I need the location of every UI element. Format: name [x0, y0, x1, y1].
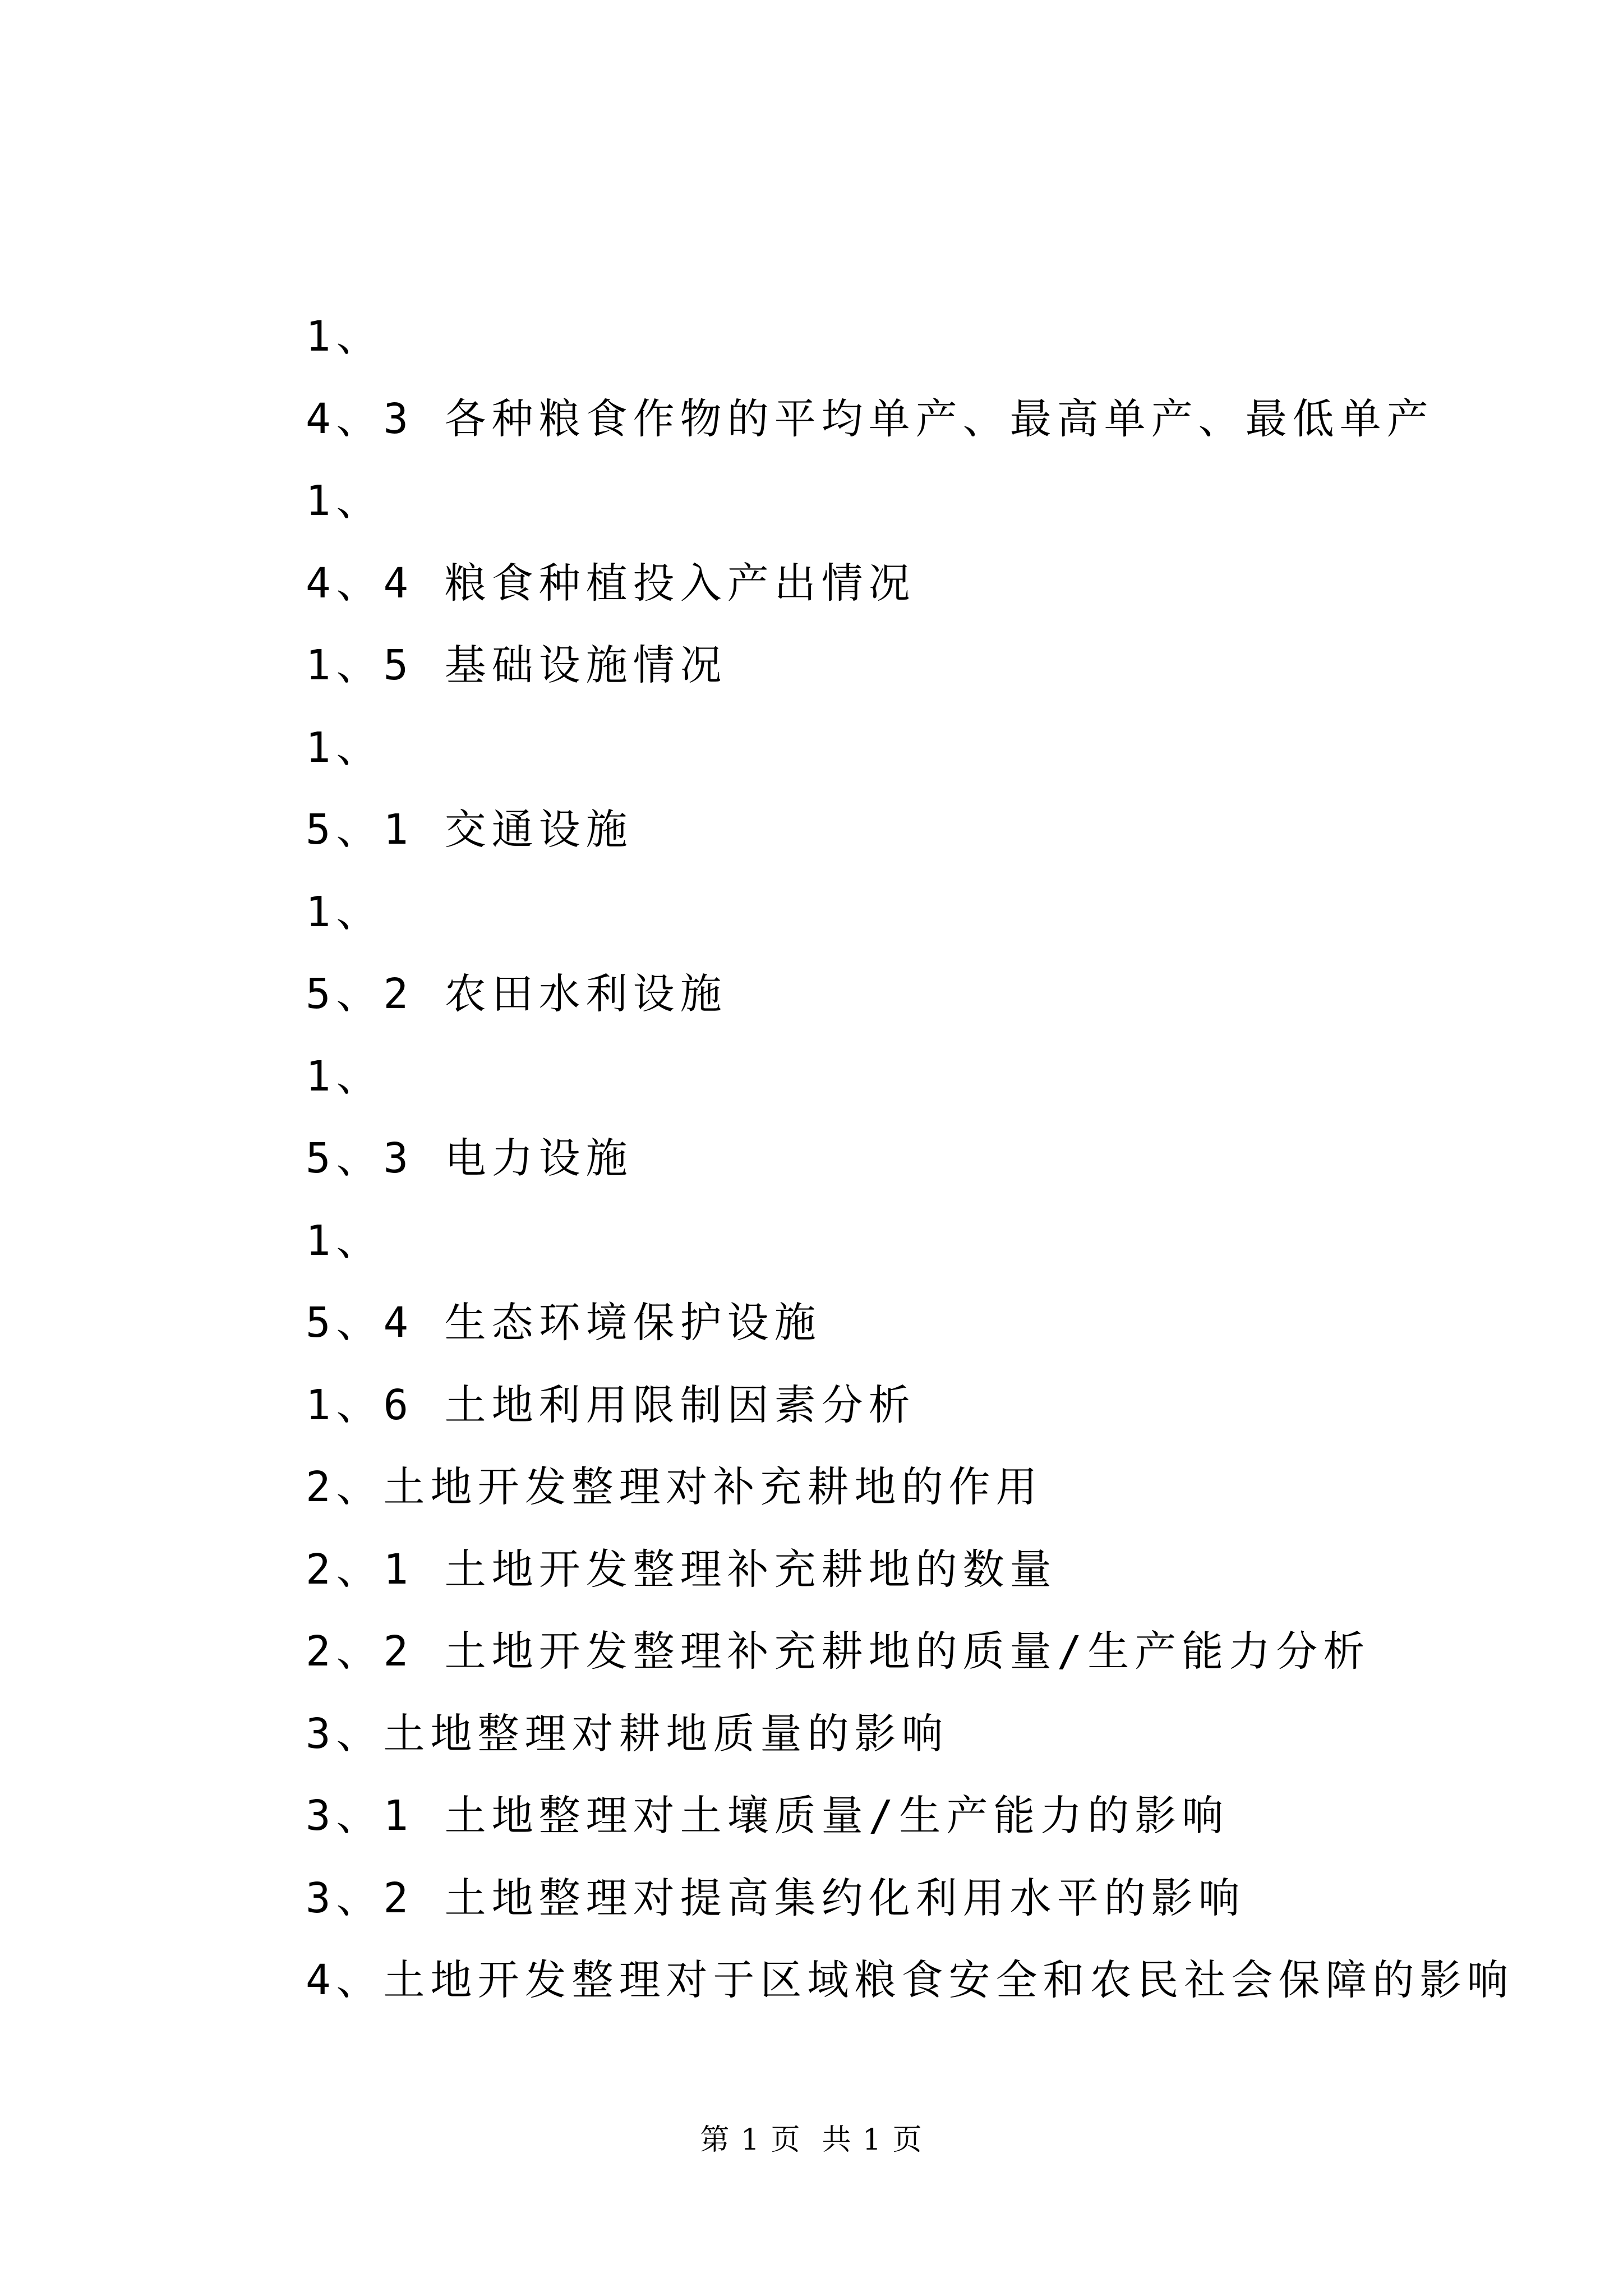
outline-line: 1、: [306, 477, 384, 525]
outline-line: 1、: [306, 1052, 384, 1101]
outline-line: 4、土地开发整理对于区域粮食安全和农民社会保障的影响: [306, 1956, 1514, 2004]
outline-line: 4、4 粮食种植投入产出情况: [306, 559, 916, 608]
outline-line: 1、6 土地利用限制因素分析: [306, 1381, 916, 1429]
outline-list: [306, 306, 1514, 2032]
outline-line: 2、1 土地开发整理补充耕地的数量: [306, 1545, 1057, 1594]
outline-line: 3、2 土地整理对提高集约化利用水平的影响: [306, 1874, 1246, 1922]
outline-line: 2、2 土地开发整理补充耕地的质量/生产能力分析: [306, 1627, 1371, 1676]
outline-line: 1、: [306, 1216, 384, 1265]
outline-line: 2、土地开发整理对补充耕地的作用: [306, 1463, 1043, 1511]
outline-line: 5、4 生态环境保护设施: [306, 1299, 822, 1347]
outline-line: 3、1 土地整理对土壤质量/生产能力的影响: [306, 1792, 1229, 1840]
outline-line: 3、土地整理对耕地质量的影响: [306, 1709, 949, 1758]
outline-line: 5、2 农田水利设施: [306, 970, 727, 1018]
outline-line: 1、: [306, 312, 384, 361]
outline-line: 5、3 电力设施: [306, 1134, 633, 1182]
outline-line: 5、1 交通设施: [306, 806, 633, 854]
outline-line: 1、5 基础设施情况: [306, 641, 727, 689]
outline-line: 4、3 各种粮食作物的平均单产、最高单产、最低单产: [306, 394, 1434, 443]
outline-line: 1、: [306, 723, 384, 772]
page-footer: 第 1 页 共 1 页: [700, 2123, 923, 2157]
outline-line: 1、: [306, 887, 384, 936]
